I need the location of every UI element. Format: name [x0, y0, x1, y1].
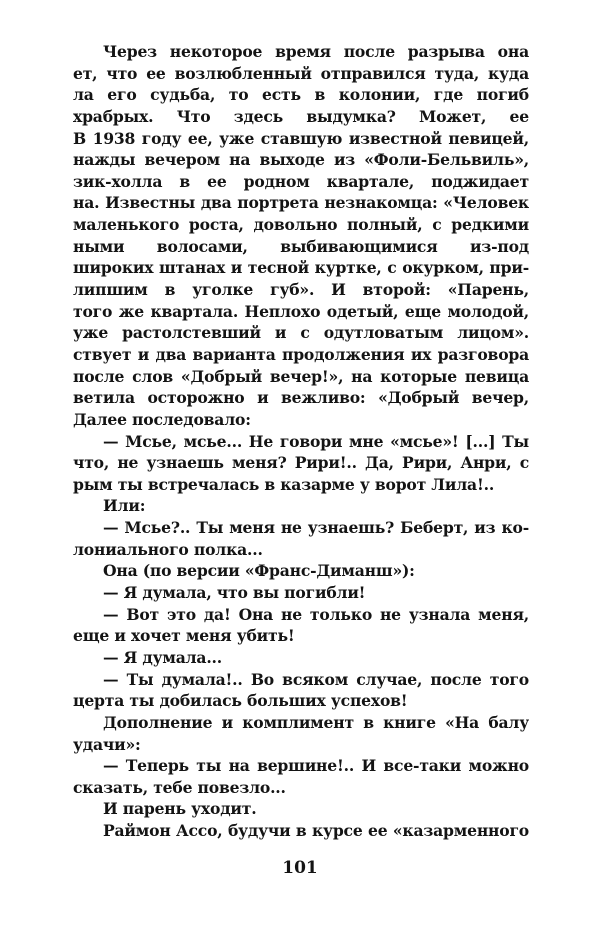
text-line: И парень уходит.: [103, 799, 257, 819]
text-line: маленького роста, довольно полный, с редкими: [73, 215, 529, 235]
text-line: ными волосами, выбивающимися из-под: [73, 236, 529, 256]
text-line: широких штанах и тесной куртке, с окурком, при-: [73, 258, 529, 278]
text-line: ветила осторожно и вежливо: «Добрый вечер,: [73, 388, 529, 408]
text-line: — Я думала, что вы погибли!: [103, 583, 366, 603]
text-line: Далее последовало:: [73, 409, 251, 429]
text-line: после слов «Добрый вечер!», на которые певица: [73, 366, 529, 386]
text-line: уже растолстевший и с одутловатым лицом».: [73, 323, 529, 343]
text-line: зик-холла в ее родном квартале, поджидает: [73, 171, 529, 191]
text-line: В 1938 году ее, уже ставшую известной певицей,: [73, 128, 529, 148]
book-page-text: [73, 41, 529, 842]
text-line: — Теперь ты на вершине!.. И все-таки можно: [103, 756, 529, 776]
text-line: сказать, тебе повезло...: [73, 777, 286, 797]
text-line: — Мсье, мсье... Не говори мне «мсье»! [...] Ты: [103, 431, 529, 451]
text-line: лониального полка...: [73, 539, 263, 559]
text-line: ла его судьба, то есть в колонии, где погиб: [73, 85, 529, 105]
text-line: храбрых. Что здесь выдумка? Может, ее: [73, 106, 529, 126]
text-line: — Я думала...: [103, 647, 223, 667]
text-line: что, не узнаешь меня? Рири!.. Да, Рири, Анри, с: [73, 453, 529, 473]
text-line: — Мсье?.. Ты меня не узнаешь? Беберт, из ко-: [103, 518, 529, 538]
text-line: — Ты думала!.. Во всяком случае, после того: [103, 669, 529, 689]
text-line: Она (по версии «Франс-Диманш»):: [103, 561, 415, 581]
text-line: еще и хочет меня убить!: [73, 626, 295, 646]
page-number: 101: [282, 858, 318, 878]
text-line: на. Известны два портрета незнакомца: «Человек: [73, 193, 529, 213]
text-line: рым ты встречалась в казарме у ворот Лила!..: [73, 474, 495, 494]
text-line: удачи»:: [73, 734, 141, 754]
text-line: того же квартала. Неплохо одетый, еще молодой,: [73, 301, 529, 321]
text-line: церта ты добилась больших успехов!: [73, 691, 408, 711]
text-line: — Вот это да! Она не только не узнала меня,: [103, 604, 529, 624]
text-line: Раймон Ассо, будучи в курсе ее «казарменного: [103, 821, 529, 841]
text-line: нажды вечером на выходе из «Фоли-Бельвиль»,: [73, 150, 529, 170]
text-line: ствует и два варианта продолжения их разговора: [73, 344, 529, 364]
text-line: ет, что ее возлюбленный отправился туда, куда: [73, 63, 529, 83]
text-line: Дополнение и комплимент в книге «На балу: [103, 712, 529, 732]
text-line: липшим в уголке губ». И второй: «Парень,: [73, 280, 529, 300]
text-line: Через некоторое время после разрыва она: [103, 42, 529, 61]
text-line: Или:: [103, 496, 146, 516]
